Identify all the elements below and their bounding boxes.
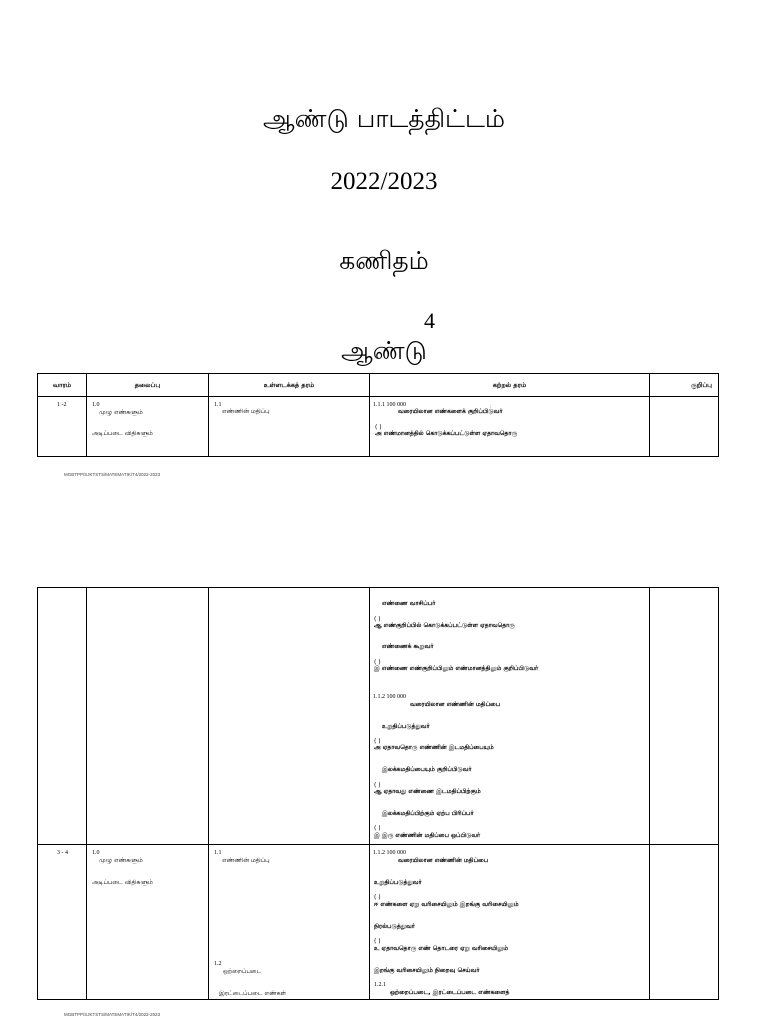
week-value: 3 - 4 — [57, 850, 68, 856]
topic-cell — [87, 397, 209, 457]
topic-cell — [87, 588, 209, 845]
topic-line: முழு எண்களும் — [99, 409, 143, 416]
learning-line: இலக்கமதிப்பிற்கும் ஏற்ப பிரிப்பர் — [382, 810, 474, 817]
learning-line: இலக்கமதிப்பையும் குறிப்பிடுவர் — [382, 766, 472, 773]
notes-cell — [650, 845, 719, 1000]
learning-line: 1.2.1 — [374, 982, 386, 988]
content-line: ஒற்றைப்படை — [223, 968, 262, 975]
header-topic: தலைப்பு — [87, 374, 209, 397]
learning-line: ஆ எண்குறிப்பில் கொடுக்கப்பட்டுள்ள ஏதாவதொரு — [374, 622, 515, 629]
learning-line: உறுதிப்படுத்துவர் — [382, 723, 430, 730]
learning-line: ( ) — [374, 782, 381, 789]
header-week: வாரம் — [38, 374, 87, 397]
content-standard-cell — [209, 588, 370, 845]
topic-line: அடிப்படை விதிகளும் — [92, 430, 153, 437]
page-footer: MGBTPP/SJKTSTS/MATEMATIK/T4/2022-2023 — [64, 472, 161, 477]
content-number: 1.2 — [214, 961, 222, 967]
learning-line: எண்ணைக் கூறுவர் — [382, 643, 434, 650]
topic-line: அடிப்படை விதிகளும் — [92, 879, 153, 886]
table-row — [38, 845, 719, 1000]
learning-line: உ ஏதாவதொரு எண் தொடரை ஏறு வரிசையிலும் — [374, 945, 509, 952]
notes-cell — [650, 588, 719, 845]
learning-line: வரையிலான எண்களைக் குறிப்பிடுவர் — [398, 408, 503, 415]
table-header-row — [38, 374, 719, 397]
learning-line: இ எண்ணை எண்குறிப்பிலும் எண்மானத்திலும் குறிப்பிடுவர் — [374, 665, 539, 672]
learning-line: அ ஏதாவதொரு எண்ணின் இடமதிப்பையும் — [374, 744, 494, 751]
learning-line: வரையிலான எண்ணின் மதிப்பை — [410, 701, 501, 708]
learning-line: அ எண்மானத்தில் கொடுக்கப்பட்டுள்ள ஏதாவதொரு — [375, 430, 518, 437]
page-footer: MGBTPP/SJKTSTS/MATEMATIK/T4/2022-2023 — [64, 1012, 161, 1017]
learning-line: ( ) — [374, 825, 381, 832]
learning-standard-cell — [370, 588, 650, 845]
learning-line: 1.1.1 100 000 — [373, 402, 406, 408]
learning-line: எண்ணை வாசிப்பர் — [382, 600, 436, 607]
learning-line: ( ) — [374, 738, 381, 745]
topic-number: 1.0 — [92, 850, 100, 856]
learning-mark: : — [490, 404, 492, 409]
lesson-plan-table-1 — [37, 373, 719, 457]
learning-line: ஆ ஏதாவது எண்ணை இடமதிப்பிற்கும் — [374, 788, 481, 795]
content-number: 1.1 — [214, 402, 222, 408]
learning-line: ஈ எண்களை ஏறு வரிசையிலும் இறங்கு வரிசையிலும் — [374, 901, 519, 908]
header-learning-standard: கற்றல் தரம் — [370, 374, 650, 397]
learning-line: வரையிலான எண்ணின் மதிப்பை — [398, 857, 489, 864]
topic-line: முழு எண்களும் — [99, 857, 143, 864]
learning-standard-cell — [370, 397, 650, 457]
learning-line: இறங்கு வரிசையிலும் நிறைவு செய்வர் — [374, 967, 480, 974]
learning-line: ( ) — [374, 938, 381, 945]
grade-number: 4 — [424, 308, 435, 333]
topic-cell — [87, 845, 209, 1000]
notes-cell — [650, 397, 719, 457]
document-title: ஆண்டு பாடத்திட்டம் — [263, 104, 505, 133]
content-standard-cell — [209, 397, 370, 457]
learning-line: உறுதிப்படுத்துவர் — [374, 879, 422, 886]
week-value: 1 -2 — [57, 402, 67, 408]
content-number: 1.1 — [214, 850, 222, 856]
academic-year: 2022/2023 — [330, 168, 438, 195]
topic-number: 1.0 — [92, 402, 100, 408]
learning-line: 1.1.2 100 000 — [373, 850, 406, 856]
learning-line: ( ) — [375, 424, 382, 431]
learning-standard-cell — [370, 845, 650, 1000]
learning-line: நிரல்படுத்துவர் — [374, 923, 415, 930]
content-line: எண்ணின் மதிப்பு — [222, 408, 270, 415]
learning-line: ( ) — [374, 659, 381, 666]
header-content-standard: உள்ளடக்கத் தரம் — [209, 374, 370, 397]
learning-line: 1.1.2 100 000 — [373, 694, 406, 700]
table-row — [38, 588, 719, 845]
learning-line: ( ) — [374, 894, 381, 901]
content-standard-cell — [209, 845, 370, 1000]
content-line: இரட்டைப்படை எண்கள் — [219, 990, 287, 997]
lesson-plan-table-2 — [37, 587, 719, 1000]
learning-line: ஒற்றைப்படை, இரட்டைப்படை எண்களைத் — [390, 989, 510, 996]
week-cell — [38, 397, 87, 457]
grade-label: ஆண்டு — [341, 336, 427, 365]
week-cell — [38, 588, 87, 845]
week-cell — [38, 845, 87, 1000]
header-notes: குறிப்பு — [650, 374, 719, 397]
content-line: எண்ணின் மதிப்பு — [222, 857, 270, 864]
subject-title: கணிதம் — [339, 246, 429, 275]
learning-line: ( ) — [374, 616, 381, 623]
table-row — [38, 397, 719, 457]
learning-line: இ இரு எண்ணின் மதிப்பை ஒப்பிடுவர் — [374, 832, 481, 839]
